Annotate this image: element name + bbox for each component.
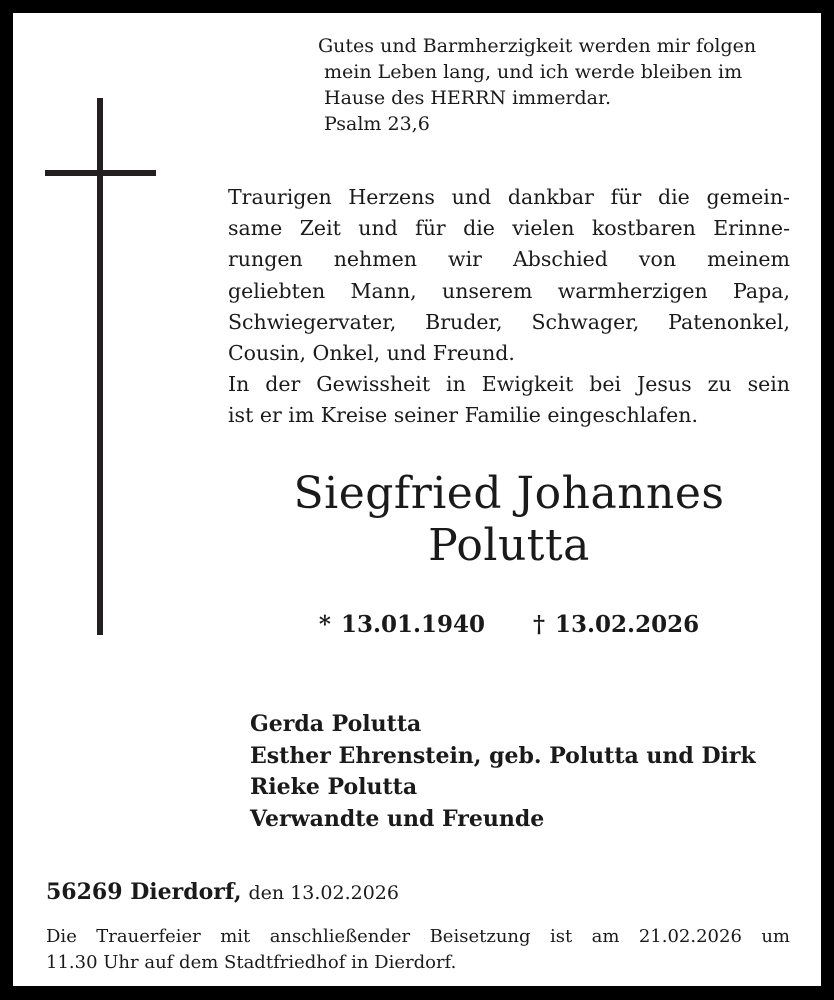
- ceremony-info: [46, 924, 790, 976]
- text-line: In der Gewissheit in Ewigkeit bei Jesus zu sein: [228, 372, 790, 397]
- place: 56269 Dierdorf,: [46, 879, 242, 905]
- obituary-text: [228, 182, 790, 432]
- mourners-list: [250, 709, 810, 835]
- bible-verse: [318, 33, 798, 137]
- verse-reference: Psalm 23,6: [324, 113, 430, 135]
- deceased-name-line2: Polutta: [428, 520, 590, 571]
- notice-date: den 13.02.2026: [248, 882, 399, 904]
- verse-line: Hause des HERRN immerdar.: [324, 87, 612, 109]
- text-line: geliebten Mann, unserem warmherzigen Papa,: [228, 278, 790, 303]
- deceased-name: [228, 468, 790, 572]
- text-line: Cousin, Onkel, und Freund.: [228, 341, 515, 366]
- ceremony-line: 11.30 Uhr auf dem Stadtfriedhof in Dierdorf.: [46, 952, 457, 973]
- text-line: Schwiegervater, Bruder, Schwager, Patenonkel,: [228, 309, 790, 334]
- death-date: † 13.02.2026: [533, 611, 700, 638]
- text-line: ist er im Kreise seiner Familie eingeschlafen.: [228, 403, 698, 428]
- life-dates: [228, 611, 790, 638]
- text-line: rungen nehmen wir Abschied von meinem: [228, 247, 790, 272]
- mourner: Rieke Polutta: [250, 774, 418, 800]
- cross-icon: [97, 98, 103, 635]
- place-date-line: [46, 877, 806, 908]
- birth-date: * 13.01.1940: [318, 611, 485, 638]
- deceased-name-line1: Siegfried Johannes: [293, 468, 725, 519]
- mourner: Gerda Polutta: [250, 711, 422, 737]
- text-line: same Zeit und für die vielen kostbaren Erinne-: [228, 216, 790, 241]
- cross-icon-crossbar: [45, 170, 156, 176]
- mourner: Esther Ehrenstein, geb. Polutta und Dirk: [250, 742, 756, 769]
- mourner: Verwandte und Freunde: [250, 805, 545, 832]
- text-line: Traurigen Herzens und dankbar für die gemein-: [228, 185, 790, 209]
- verse-line: mein Leben lang, und ich werde bleiben im: [324, 61, 743, 83]
- verse-line: Gutes und Barmherzigkeit werden mir folgen: [318, 35, 757, 57]
- ceremony-line: Die Trauerfeier mit anschließender Beisetzung ist am 21.02.2026 um: [46, 926, 790, 947]
